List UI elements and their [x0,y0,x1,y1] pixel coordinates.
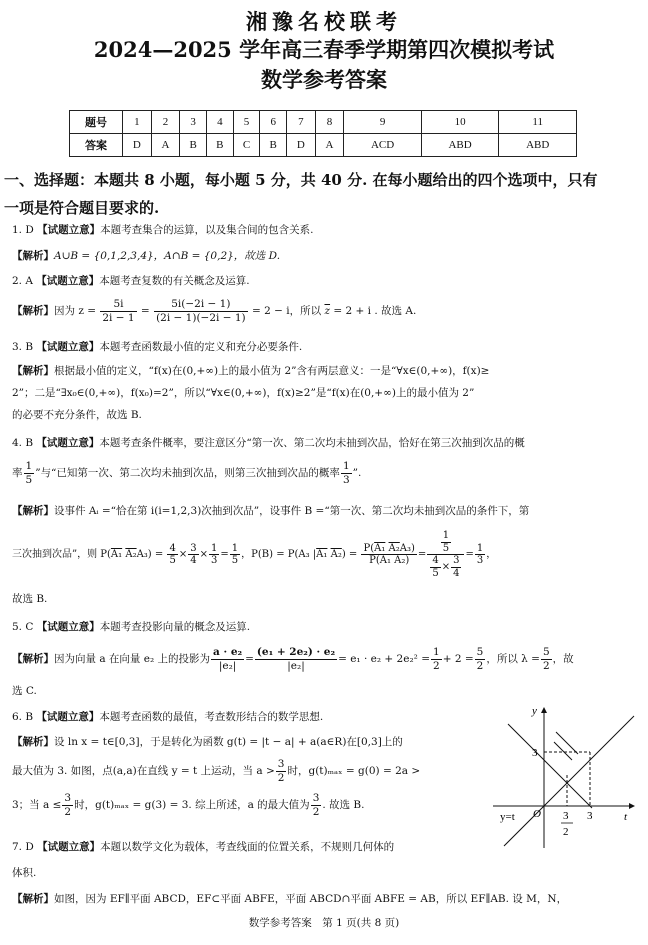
q6-graph [488,702,638,852]
analysis-label: 【解析】 [12,893,54,905]
section-heading-line2: 一项是符合题目要求的. [4,199,160,217]
answer-cell: ABD [499,134,577,157]
q4-intent-1: 本题考查条件概率，要注意区分“第一次、第二次均未抽到次品，恰好在第三次抽到次品的概 [99,437,525,449]
analysis-label: 【解析】 [12,250,54,262]
q1-analysis: A∪B = {0,1,2,3,4}，A∩B = {0,2}，故选 D. [54,250,281,262]
question-number-cell: 8 [315,111,344,134]
q7-analysis: 如图，因为 EF∥平面 ABCD，EF⊂平面 ABFE，平面 ABCD∩平面 ABFE = AB，所以 EF∥AB. 设 M，N， [54,893,568,905]
question-number-cell: 10 [421,111,499,134]
q1-intent: 本题考查集合的运算，以及集合间的包含关系. [100,224,314,236]
analysis-label: 【解析】 [12,505,54,517]
origin-label: O [533,808,541,820]
tick-3-y: 3 [532,747,538,759]
t-axis-label: t [624,811,628,823]
line-y-eq-t [504,716,634,846]
q4-conclusion: 故选 B. [12,593,48,605]
q2-intent-line [12,268,638,294]
q2-text: 因为 z = [54,305,97,317]
question-number-cell: 2 [151,111,180,134]
q3-number: 3. B [12,341,34,353]
q6-block [12,704,492,822]
q4-analysis-line2: 三次抽到次品”，则 P(A₁ A₂A₃) = $\frac{4}{5}$ × $\frac{3}{4}$ × $\frac{1}{3}$ = $\frac{1}{5}$ ，P(B) = P(A₃ |A₁ A₂) = $\frac{\text{P(A₁ A₂A₃)}}{\text{P(A₁ A₂)}}$ = $\frac{1}{5}$ $\frac{4}{5}$ × $\frac{3}{4}$ = $\frac{1}{3}$ ， [12,530,497,579]
q3-intent: 本题考查函数最小值的定义和充分必要条件. [99,341,303,353]
q3-intent-line [12,334,638,360]
v-line-3 [556,732,578,754]
row-label-question: 题号 [70,111,123,134]
analysis-label: 【解析】 [12,365,54,377]
q5-number: 5. C [12,621,34,633]
answer-cell: A [151,134,180,157]
question-number-cell: 5 [233,111,260,134]
answer-cell: ABD [421,134,499,157]
intent-label: 【试题立意】 [36,621,100,633]
answer-cell: D [287,134,316,157]
answer-cell: ACD [344,134,422,157]
question-number-cell: 9 [344,111,422,134]
intent-label: 【试题立意】 [37,841,101,853]
tick-3-t: 3 [587,810,593,822]
tick-half-num: 3 [563,810,569,822]
q7-intent-1: 本题以数学文化为载体，考查线面的位置关系，不规则几何体的 [100,841,395,853]
intent-label: 【试题立意】 [37,224,101,236]
q1-number: 1. D [12,224,34,236]
line-label: y=t [500,811,515,823]
q6-intent: 本题考查函数的最值，考查数形结合的数学思想. [99,711,324,723]
q7-block [12,834,638,912]
question-number-cell: 6 [260,111,287,134]
q4-compound-fraction: $\frac{1}{5}$ $\frac{4}{5}$ × $\frac{3}{4}$ [427,530,464,579]
question-number-cell: 7 [287,111,316,134]
q6-analysis-2: 最大值为 3. 如图，点(a,a)在直线 y = t 上运动，当 a > $\frac{3}{2}$ 时，g(t)ₘₐₓ = g(0) = 2a > [12,758,421,784]
q5-block [12,614,638,704]
q2-fraction-1: $\frac{5i}{2i - 1}$ [102,298,135,324]
exam-brand: 湘豫名校联考 [246,9,402,34]
question-number-cell: 1 [123,111,152,134]
z-conjugate: z [324,305,331,317]
intent-label: 【试题立意】 [36,711,100,723]
v-line-1 [508,724,592,808]
answer-cell: B [180,134,207,157]
q5-analysis-line: 【解析】因为向量 a 在向量 e₂ 上的投影为 $\frac{\text{a · e₂}}{\text{|e₂|}}$ = $\frac{\text{(e₁ + 2e₂) · e₂}}{\text{|e₂|}}$ = e₁ · e₂ + 2e₂² = $\frac{1}{2}$ + 2 = $\frac{5}{2}$ ，所以 λ = $\frac{5}{2}$ ，故 [12,646,574,672]
q5-conclusion: 选 C. [12,685,37,697]
analysis-label: 【解析】 [12,736,54,748]
q1-intent-line [12,217,638,243]
q4-big-fraction: $\frac{\text{P(A₁ A₂A₃)}}{\text{P(A₁ A₂)}}$ [363,542,415,566]
answer-cell: C [233,134,260,157]
q7-intent-line1 [12,834,638,860]
q2-intent: 本题考查复数的有关概念及运算. [99,275,250,287]
q3-analysis-3: 的必要不充分条件，故选 B. [12,409,142,421]
q4-analysis-line1: 【解析】设事件 Aᵢ =“恰在第 i(i=1,2,3)次抽到次品”，设事件 B =“第一次、第二次均未抽到次品的条件下，第 [12,505,530,517]
answer-cell: B [260,134,287,157]
q4-intent-line2: 率 $\frac{1}{5}$ ”与“已知第一次、第二次均未抽到次品，则第三次抽到次品的概率 $\frac{1}{3}$ ”. [12,460,362,486]
intent-label: 【试题立意】 [36,437,100,449]
q3-analysis-1: 根据最小值的定义，“f(x)在(0,+∞)上的最小值为 2”含有两层意义：一是“∀x∈(0,+∞)，f(x)≥ [54,365,490,377]
answer-table [69,110,577,157]
q6-analysis-1: 设 ln x = t∈[0,3]，于是转化为函数 g(t) = |t − a| + a(a∈R)在[0,3]上的 [54,736,403,748]
q3-block [12,334,638,426]
q6-intent-line [12,704,492,730]
question-number-cell: 3 [180,111,207,134]
answer-table-numbers-row [70,111,577,134]
q5-intent-line [12,614,638,640]
q1-block [12,217,638,269]
q6-number: 6. B [12,711,34,723]
q6-analysis-3: 3；当 a ≤ $\frac{3}{2}$ 时，g(t)ₘₐₓ = g(3) = 3. 综上所述，a 的最大值为 $\frac{3}{2}$ . 故选 B. [12,792,365,818]
page-footer: 数学参考答案 第 1 页(共 8 页) [248,917,400,929]
q4-block [12,430,638,612]
q4-intent-line1 [12,430,638,456]
row-label-answer: 答案 [70,134,123,157]
q2-fraction-2: $\frac{5i(-2i - 1)}{(2i - 1)(-2i - 1)}$ [156,298,246,324]
q2-number: 2. A [12,275,33,287]
q5-intent: 本题考查投影向量的概念及运算. [99,621,251,633]
answer-cell: D [123,134,152,157]
answer-cell: B [206,134,233,157]
q7-number: 7. D [12,841,34,853]
analysis-label: 【解析】 [12,653,54,665]
tick-half-den: 2 [563,826,569,838]
question-number-cell: 4 [206,111,233,134]
intent-label: 【试题立意】 [36,275,100,287]
exam-title: 2024—2025 学年高三春季学期第四次模拟考试 [93,37,555,62]
answer-cell: A [315,134,344,157]
answer-table-answers-row [70,134,577,157]
q2-analysis-line: 【解析】因为 z = $\frac{5i}{2i - 1}$ = $\frac{5i(-2i - 1)}{(2i - 1)(-2i - 1)}$ = 2 − i，所以 z = 2 + i . 故选 A. [12,298,417,324]
q4-number: 4. B [12,437,34,449]
intent-label: 【试题立意】 [36,341,100,353]
q3-analysis-2: 2”；二是“∃x₀∈(0,+∞)，f(x₀)=2”，所以“∀x∈(0,+∞)，f(x)≥2”是“f(x)在(0,+∞)上的最小值为 2” [12,387,475,399]
y-axis-label: y [532,705,537,717]
section-heading [4,166,644,222]
doc-title: 数学参考答案 [261,67,387,92]
q7-intent-2: 体积. [12,867,37,879]
q1-analysis-line [12,243,638,269]
question-number-cell: 11 [499,111,577,134]
q2-block [12,268,638,328]
section-heading-line1: 一、选择题：本题共 8 小题，每小题 5 分，共 40 分. 在每小题给出的四个选项中，只有 [4,171,598,189]
analysis-label: 【解析】 [12,305,54,317]
